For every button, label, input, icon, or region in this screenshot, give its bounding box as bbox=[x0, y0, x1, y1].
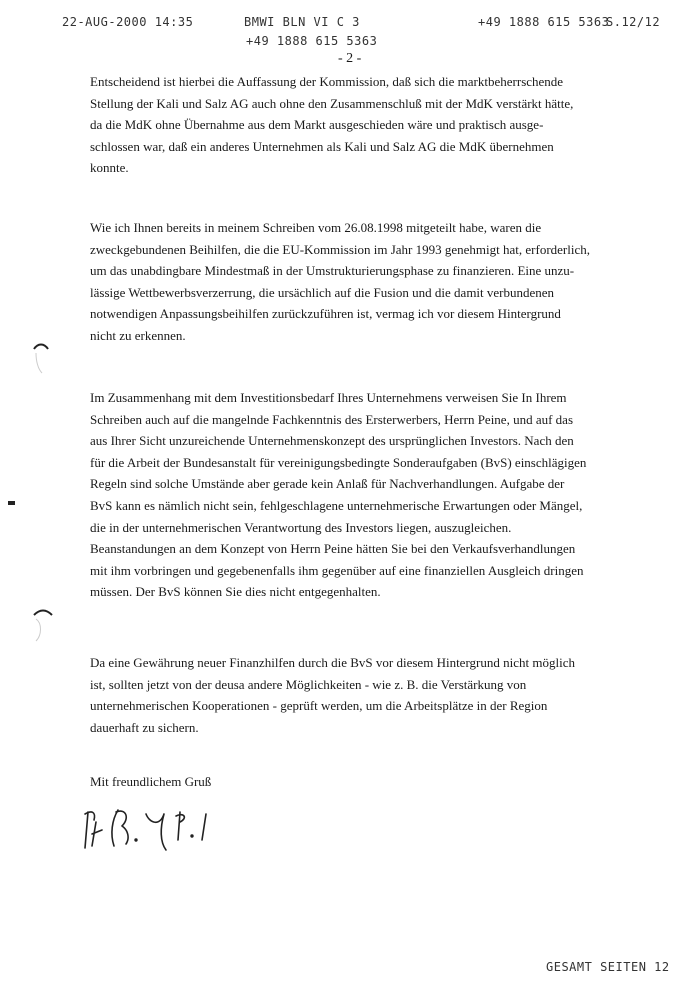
text-line: ist, sollten jetzt von der deusa andere Möglichkeiten - wie z. B. die Verstärkung von bbox=[90, 676, 527, 692]
text-line: schlossen war, daß ein anderes Unternehmen als Kali und Salz AG die MdK übernehmen bbox=[90, 138, 554, 154]
text-line: dauerhaft zu sichern. bbox=[90, 719, 199, 735]
paragraph-1 bbox=[90, 71, 662, 179]
text-line: da die MdK ohne Übernahme aus dem Markt ausgeschieden wäre und praktisch ausge- bbox=[90, 117, 544, 133]
scan-artifact-mark bbox=[30, 335, 54, 375]
text-line: nicht zu erkennen. bbox=[90, 327, 186, 343]
fax-page-count: S.12/12 bbox=[606, 15, 661, 29]
closing-salutation: Mit freundlichem Gruß bbox=[90, 774, 212, 789]
text-line: müssen. Der BvS können Sie dies nicht entgegenhalten. bbox=[90, 584, 381, 600]
paragraph-text bbox=[90, 652, 662, 738]
text-line: konnte. bbox=[90, 160, 129, 176]
paragraph-text bbox=[90, 387, 662, 603]
handwritten-signature bbox=[80, 800, 230, 855]
text-line: lässige Wettbewerbsverzerrung, die ursächlich auf die Fusion und die damit verbundenen bbox=[90, 284, 555, 300]
text-line: zweckgebundenen Beihilfen, die die EU-Kommission im Jahr 1993 genehmigt hat, erforderlich, bbox=[90, 241, 590, 257]
text-line: Schreiben auch auf die mangelnde Fachkenntnis des Ersterwerbers, Herrn Peine, und auf das bbox=[90, 411, 573, 427]
text-line: Entscheidend ist hierbei die Auffassung der Kommission, daß sich die marktbeherrschende bbox=[90, 74, 564, 89]
text-line: notwendigen Anpassungsbeihilfen zurückzuführen ist, vermag ich vor diesem Hintergrund bbox=[90, 306, 561, 322]
text-line: Stellung der Kali und Salz AG auch ohne den Zusammenschluß mit der MdK verstärkt hätte, bbox=[90, 95, 574, 111]
text-line: die in der unternehmerischen Verantwortung des Investors liegen, auszugleichen. bbox=[90, 519, 512, 535]
text-line: Da eine Gewährung neuer Finanzhilfen durch die BvS vor diesem Hintergrund nicht möglich bbox=[90, 655, 575, 670]
scan-artifact-mark bbox=[6, 498, 18, 508]
text-line: Im Zusammenhang mit dem Investitionsbedarf Ihres Unternehmens verweisen Sie In Ihrem bbox=[90, 390, 567, 405]
fax-number-secondary: +49 1888 615 5363 bbox=[246, 34, 378, 48]
text-line: BvS kann es nämlich nicht sein, fehlgeschlagene unternehmerische Erwartungen oder Mängel, bbox=[90, 497, 583, 513]
text-line: für die Arbeit der Bundesanstalt für vereinigungsbedingte Sonderaufgaben (BvS) einschlägigen bbox=[90, 454, 587, 470]
paragraph-3 bbox=[90, 387, 662, 603]
text-line: aus Ihrer Sicht unzureichende Unternehmenskonzept des ursprünglichen Investors. Nach den bbox=[90, 433, 574, 449]
fax-number: +49 1888 615 5363 bbox=[478, 15, 610, 29]
paragraph-text bbox=[90, 217, 662, 347]
fax-sender-id: BMWI BLN VI C 3 bbox=[244, 15, 360, 29]
page-number: - 2 - bbox=[338, 51, 362, 66]
text-line: Regeln sind solche Umstände aber gerade kein Anlaß für Nachverhandlungen. Aufgabe der bbox=[90, 476, 565, 492]
paragraph-text bbox=[90, 71, 662, 179]
text-line: unternehmerischen Kooperationen - geprüft werden, um die Arbeitsplätze in der Region bbox=[90, 698, 548, 714]
text-line: Beanstandungen an dem Konzept von Herrn Peine hätten Sie bei den Verkaufsverhandlungen bbox=[90, 541, 576, 557]
scan-artifact-mark bbox=[32, 603, 56, 643]
fax-total-pages: GESAMT SEITEN 12 bbox=[546, 960, 670, 974]
paragraph-4 bbox=[90, 652, 662, 738]
paragraph-2 bbox=[90, 217, 662, 347]
fax-date-time: 22-AUG-2000 14:35 bbox=[62, 15, 194, 29]
text-line: mit ihm vorbringen und gegebenenfalls ihm gegenüber auf eine finanziellen Ausgleich dringen bbox=[90, 562, 584, 578]
text-line: um das unabdingbare Mindestmaß in der Umstrukturierungsphase zu finanzieren. Eine unzu- bbox=[90, 263, 575, 279]
text-line: Wie ich Ihnen bereits in meinem Schreiben vom 26.08.1998 mitgeteilt habe, waren die bbox=[90, 220, 542, 235]
